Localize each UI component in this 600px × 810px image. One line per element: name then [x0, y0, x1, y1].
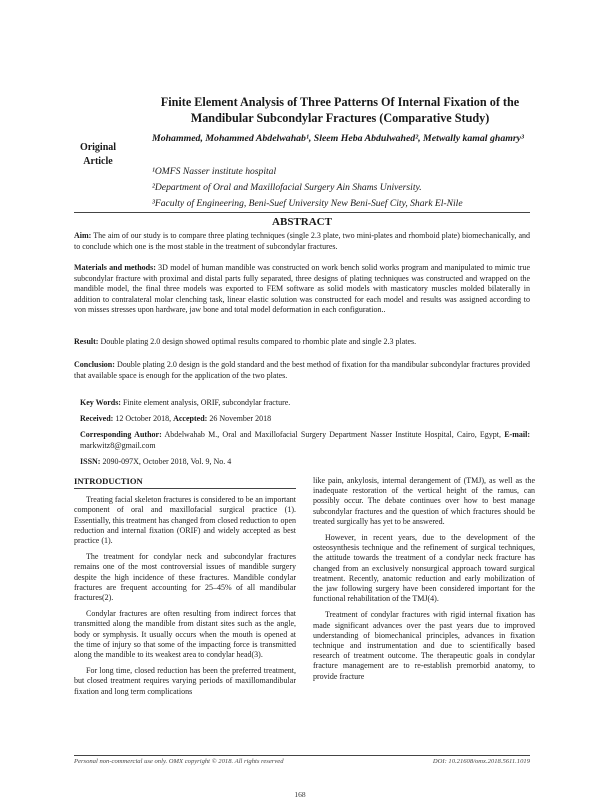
- abstract-top-rule: [74, 212, 530, 213]
- article-type-line-2: Article: [83, 156, 113, 167]
- page-footer: [74, 755, 530, 765]
- received-accepted: [80, 414, 530, 425]
- corresponding-label: Corresponding Author:: [80, 430, 162, 439]
- methods-label: Materials and methods:: [74, 263, 156, 272]
- copyright-notice: Personal non-commercial use only. OMX copyright © 2018. All rights reserved: [74, 758, 284, 765]
- affiliation-1: ¹OMFS Nasser institute hospital: [152, 166, 277, 177]
- body-paragraph: Treating facial skeleton fractures is considered to be an important component of oral and maxillofacial surgical practice (1). Essentially, this treatment has changed from closed reduction to open reduction and internal fixation (ORIF) and widely accepted as best practice (1).: [74, 495, 296, 546]
- introduction-heading: INTRODUCTION: [74, 476, 296, 489]
- body-paragraph: Treatment of condylar fractures with rigid internal fixation has made significant advances over the past years due to improved understanding of biomechanical principles, advances in fixation technique and instrumentation and due to scientifically based research of treatment outcome. The therapeutic goals in condylar fracture management are to re-establish premorbid anatomy, to provide fracture: [313, 610, 535, 681]
- abstract-aim: [74, 231, 530, 252]
- conclusion-label: Conclusion:: [74, 360, 115, 369]
- accepted-text: 26 November 2018: [207, 414, 272, 423]
- received-text: 12 October 2018,: [113, 414, 174, 423]
- corresponding-author: [80, 430, 530, 451]
- email-label: E-mail:: [504, 430, 530, 439]
- body-paragraph: However, in recent years, due to the development of the osteosynthesis technique and the refinement of surgical techniques, the attitude towards the treatment of a condylar neck fracture has changed from an exclusively nonsurgical approach toward surgical treatment. Recently, anatomic reduction and early mobilization of the jaw following surgery have been considered important for the functional rehabilitation of the TMJ(4).: [313, 533, 535, 604]
- aim-label: Aim:: [74, 231, 92, 240]
- keywords-text: Finite element analysis, ORIF, subcondylar fracture.: [120, 398, 291, 407]
- affiliation-3: ³Faculty of Engineering, Beni-Suef University New Beni-Suef City, Shark El-Nile: [152, 198, 463, 209]
- aim-text: The aim of our study is to compare three plating techniques (single 2.3 plate, two mini-plates and rhomboid plate) biomechanically, and to conclude which one is the most stable in the treatment of subcondylar fractures.: [74, 231, 530, 251]
- email-text[interactable]: markwitz8@gmail.com: [80, 440, 156, 450]
- doi[interactable]: DOI: 10.21608/omx.2018.5611.1019: [432, 758, 530, 765]
- page-number: 168: [294, 790, 306, 799]
- left-column: [74, 476, 296, 703]
- author-list: Mohammed, Mohammed Abdelwahab¹, Sleem Heba Abdulwahed², Metwally kamal ghamry³: [152, 133, 524, 144]
- result-label: Result:: [74, 337, 99, 346]
- accepted-label: Accepted:: [173, 414, 208, 423]
- body-paragraph: Condylar fractures are often resulting from indirect forces that transmitted along the mandible from distant sites such as the angle, body or symphysis. It usually occurs when the mouth is opened at the time of injury so that some of the impacting force is transmitted along the mandible to its weakest area to condylar head(3).: [74, 609, 296, 660]
- article-type-line-1: Original: [79, 142, 117, 153]
- abstract-methods: [74, 263, 530, 316]
- issn-text: 2090-097X, October 2018, Vol. 9, No. 4: [100, 457, 232, 466]
- abstract-conclusion: [74, 360, 530, 381]
- conclusion-text: Double plating 2.0 design is the gold standard and the best method of fixation for tha mandibular subcondylar fractures provided that available space is enough for the application of the two plates.: [74, 360, 530, 380]
- abstract-result: [74, 337, 530, 348]
- corresponding-text: Abdelwahab M., Oral and Maxillofacial Surgery Department Nasser Institute Hospital, Cairo, Egypt,: [161, 430, 505, 439]
- keywords: [80, 398, 530, 409]
- result-text: Double plating 2.0 design showed optimal results compared to rhombic plate and single 2.3 plates.: [98, 337, 417, 346]
- article-type-label: [70, 141, 126, 169]
- keywords-label: Key Words:: [80, 398, 121, 407]
- issn-label: ISSN:: [80, 457, 101, 466]
- body-paragraph: For long time, closed reduction has been the preferred treatment, but closed treatment requires varying periods of maxillomandibular fixation and long term complications: [74, 666, 296, 696]
- paper-title: Finite Element Analysis of Three Patterns Of Internal Fixation of the Mandibular Subcondylar Fractures (Comparative Study): [160, 95, 520, 125]
- abstract-heading: ABSTRACT: [272, 216, 332, 228]
- issn: [80, 457, 530, 468]
- affiliation-2: ²Department of Oral and Maxillofacial Surgery Ain Shams University.: [152, 182, 422, 193]
- received-label: Received:: [80, 414, 114, 423]
- methods-text: 3D model of human mandible was constructed on work bench solid works program and manipulated to mimic true subcondylar fracture with proximal and distal parts fully separated, three designs of plating techniques was constructed and wrapped on the mandible model, the final three models was exported to FEM software as solid models with masticatory muscles molded bilaterally in addition to contralateral molar clenching task, linear elastic solution was constructed for each model and results was assigned according to von misses stresses upon hardware, jaw bone and total model deformation in each configuration..: [74, 263, 531, 314]
- right-column: [313, 476, 535, 688]
- body-paragraph: like pain, ankylosis, internal derangement of (TMJ), as well as the inadequate restoration of the vertical height of the ramus, can possibly occur. The debate continues over how to best manage subcondylar fractures and the question of which fractures should be treated surgically has yet to be answered.: [313, 476, 535, 526]
- body-paragraph: The treatment for condylar neck and subcondylar fractures remains one of the most controversial issues of mandible surgery despite the high incidence of these fractures. Mandible condylar fractures are frequent accounting for 25–45% of all mandibular fractures(2).: [74, 552, 296, 603]
